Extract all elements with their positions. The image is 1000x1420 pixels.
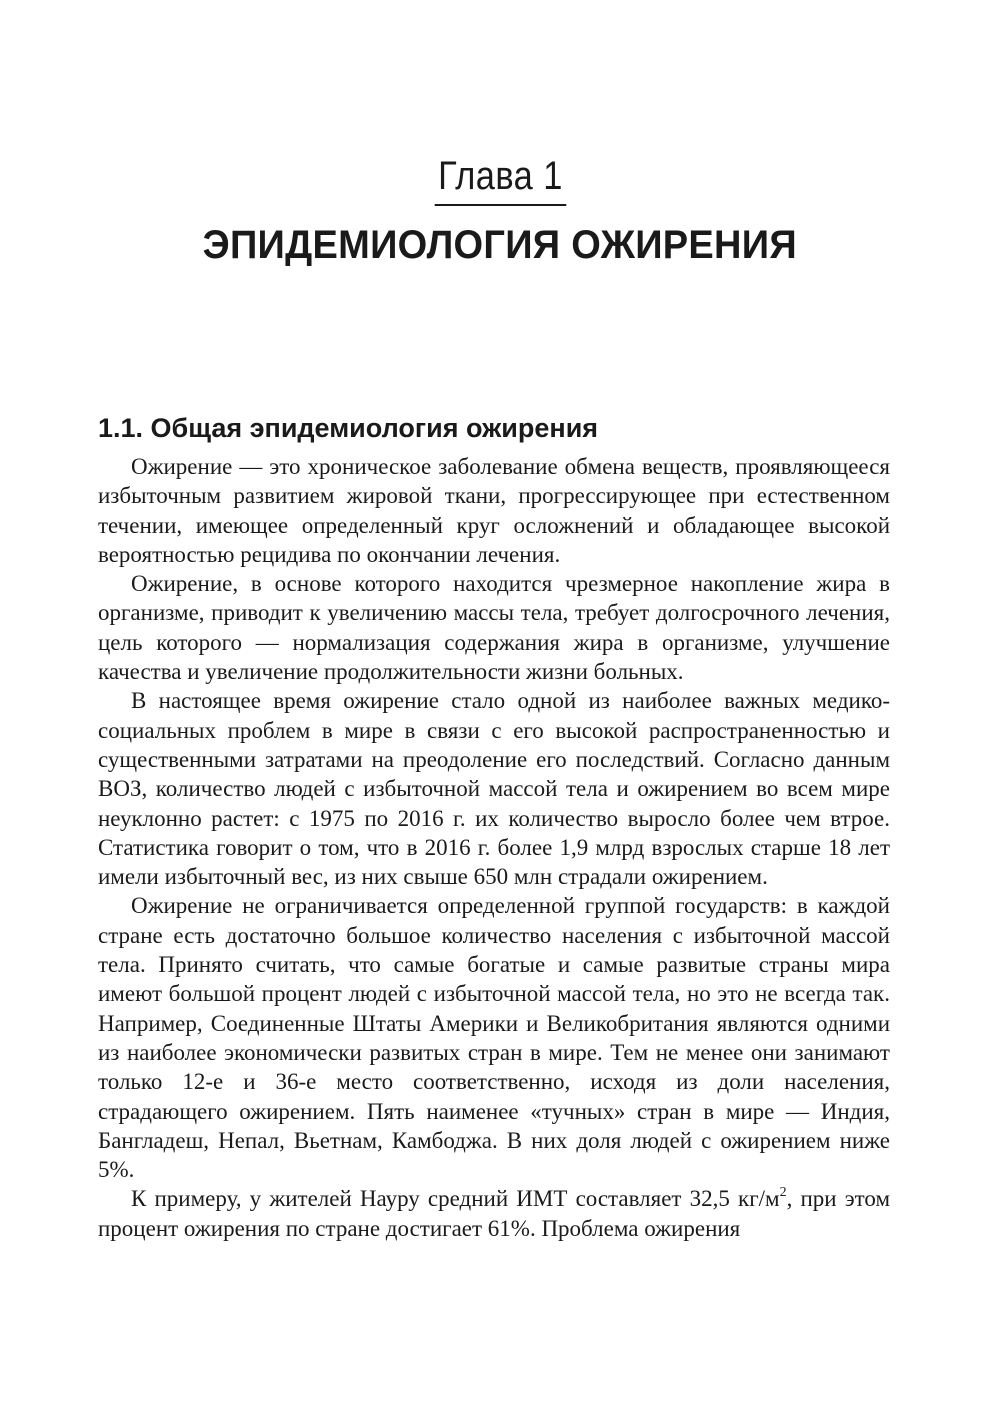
paragraph: Ожирение, в основе которого находится чрезмерное накопление жира в организме, приводит к увеличению массы тела, требует долгосрочного лечения, цель которого — нормализация содержания жира в организме, улучшение качества и увеличение продолжительности жизни больных.	[98, 571, 890, 685]
chapter-label	[0, 152, 1000, 206]
chapter-title	[0, 220, 1000, 270]
chapter-label-text: Глава 1	[434, 152, 565, 206]
superscript: 2	[779, 1185, 787, 1201]
section-title: 1.1. Общая эпидемиология ожирения	[98, 413, 599, 443]
paragraph: Ожирение не ограничивается определенной группой государств: в каждой стране есть достаточно большое количество населения с избыточной массой тела. Принято считать, что самые богатые и самые развитые страны мира имеют большой процент людей с избыточной массой тела, но это не всегда так. Например, Соединенные Штаты Америки и Великобритания являются одними из наиболее экономически развитых стран в мире. Тем не менее они занимают только 12-е и 36-е место соответственно, исходя из доли населения, страдающего ожирением. Пять наименее «тучных» стран в мире — Индия, Бангладеш, Непал, Вьетнам, Камбоджа. В них доля людей с ожирением ниже 5%.	[98, 893, 890, 1183]
body-text	[98, 452, 890, 1243]
paragraph-last	[98, 1184, 890, 1243]
paragraph-last-start: К примеру, у жителей Науру средний ИМТ составляет 32,5 кг/м	[131, 1186, 780, 1212]
chapter-title-text: ЭПИДЕМИОЛОГИЯ ОЖИРЕНИЯ	[202, 223, 798, 267]
paragraph: Ожирение — это хроническое заболевание обмена веществ, проявляющееся избыточным развитием жировой ткани, прогрессирующее при естественном течении, имеющее определенный круг осложнений и обладающее высокой вероятностью рецидива по окончании лечения.	[98, 454, 890, 567]
paragraph-last-end: , при этом процент ожирения по стране достигает 61%. Проблема ожирения	[98, 1186, 890, 1241]
paragraph: В настоящее время ожирение стало одной из наиболее важных медико-социальных проблем в мире в связи с его высокой распространенностью и существенными затратами на преодоление его последствий. Согласно данным ВОЗ, количество людей с избыточной массой тела и ожирением во всем мире неуклонно растет: с 1975 по 2016 г. их количество выросло более чем втрое. Статистика говорит о том, что в 2016 г. более 1,9 млрд взрослых старше 18 лет имели избыточный вес, из них свыше 650 млн страдали ожирением.	[98, 688, 890, 890]
